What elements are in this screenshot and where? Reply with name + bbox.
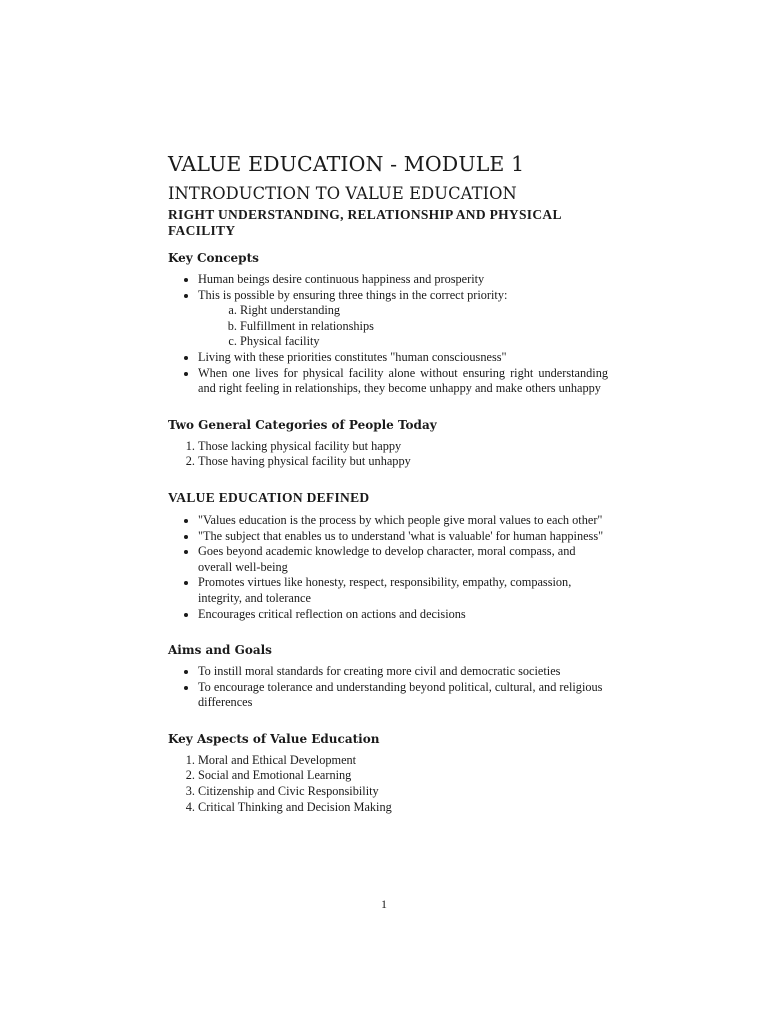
- list-item: 2. Those having physical facility but unhappy: [198, 454, 608, 470]
- list-item: 1. Those lacking physical facility but happy: [198, 439, 608, 455]
- list-item: • To encourage tolerance and understanding beyond political, cultural, and religious differences: [198, 680, 608, 711]
- document-subtitle: INTRODUCTION TO VALUE EDUCATION: [168, 184, 517, 203]
- list-item: 2. Social and Emotional Learning: [198, 768, 608, 784]
- categories-list: [168, 439, 608, 470]
- list-item-text: This is possible by ensuring three things in the correct priority:: [198, 287, 508, 302]
- list-item: • Promotes virtues like honesty, respect, responsibility, empathy, compassion, integrity, and tolerance: [198, 575, 608, 606]
- aspects-list: [168, 753, 608, 815]
- document-title: VALUE EDUCATION - MODULE 1: [168, 152, 525, 176]
- aims-heading: Aims and Goals: [168, 643, 272, 658]
- page-number: 1: [381, 897, 387, 911]
- list-item: • To instill moral standards for creating more civil and democratic societies: [198, 664, 608, 680]
- list-item: 1. Moral and Ethical Development: [198, 753, 608, 769]
- sub-list-item: a. Right understanding: [240, 303, 608, 319]
- list-item: • Encourages critical reflection on actions and decisions: [198, 607, 608, 623]
- list-item: 3. Citizenship and Civic Responsibility: [198, 784, 608, 800]
- sub-list-item: c. Physical facility: [240, 334, 608, 350]
- key-concepts-list: [168, 272, 608, 397]
- aspects-heading: Key Aspects of Value Education: [168, 731, 380, 746]
- definition-heading: VALUE EDUCATION DEFINED: [168, 489, 370, 505]
- sub-list-item: b. Fulfillment in relationships: [240, 319, 608, 335]
- section-heading: RIGHT UNDERSTANDING, RELATIONSHIP AND PHYSICAL FACILITY: [168, 207, 561, 238]
- aims-list: [168, 664, 608, 711]
- list-item: • "The subject that enables us to understand 'what is valuable' for human happiness": [198, 529, 608, 545]
- list-item: • "Values education is the process by which people give moral values to each other": [198, 513, 608, 529]
- aspects-section: [168, 731, 608, 815]
- list-item: • Goes beyond academic knowledge to develop character, moral compass, and overall well-being: [198, 544, 608, 575]
- list-item: • Living with these priorities constitutes "human consciousness": [198, 350, 608, 366]
- list-item: 4. Critical Thinking and Decision Making: [198, 800, 608, 816]
- key-concepts-heading: Key Concepts: [168, 251, 259, 265]
- definition-list: [168, 513, 608, 622]
- definition-section: [168, 490, 608, 622]
- list-item: [198, 288, 608, 350]
- categories-heading: Two General Categories of People Today: [168, 417, 437, 432]
- list-item: • Human beings desire continuous happiness and prosperity: [198, 272, 608, 288]
- list-item: • When one lives for physical facility alone without ensuring right understanding and right feeling in relationships, they become unhappy and make others unhappy: [198, 366, 608, 397]
- aims-section: [168, 642, 608, 711]
- document-page: [168, 150, 608, 835]
- categories-section: [168, 417, 608, 470]
- key-concepts-section: [168, 250, 608, 397]
- priority-sublist: [198, 303, 608, 350]
